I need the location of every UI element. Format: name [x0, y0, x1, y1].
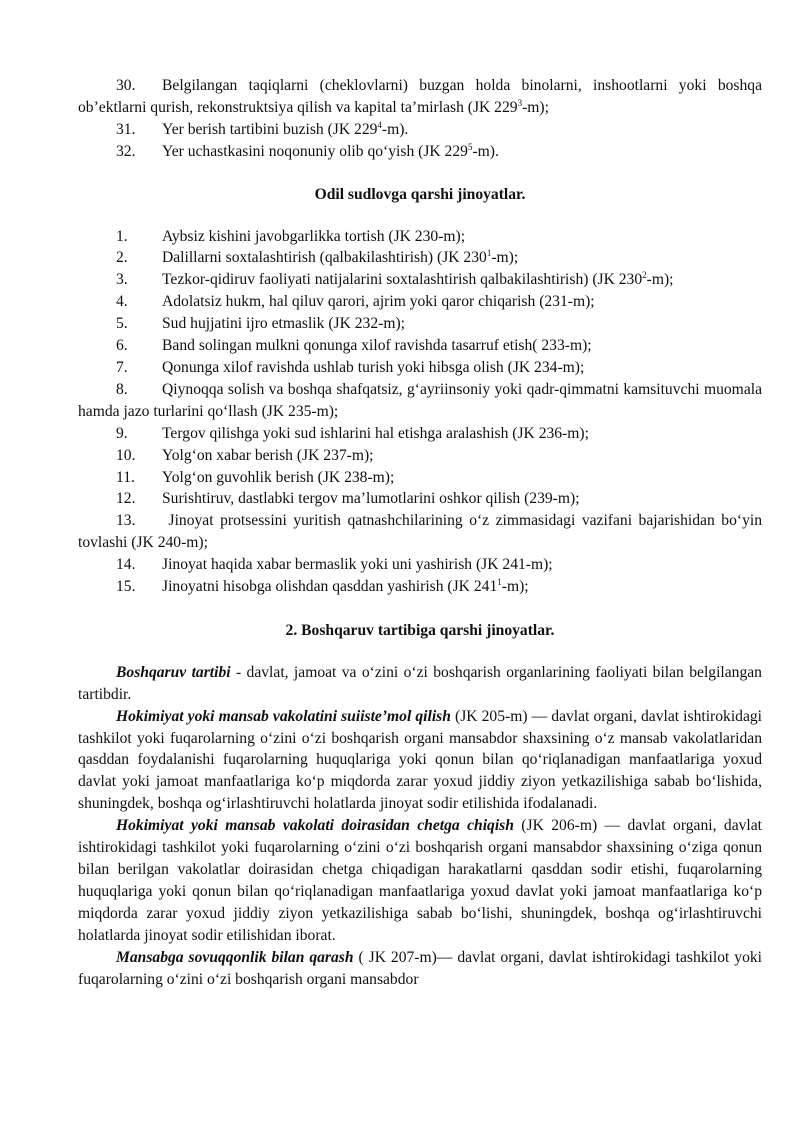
- superscript: 5: [467, 141, 473, 152]
- paragraph: [78, 662, 762, 706]
- list-item-number: 12.: [116, 490, 136, 508]
- list-item-text: Jinoyatni hisobga olishdan qasddan yashirish (JK 241: [162, 578, 498, 596]
- list-item-text: Aybsiz kishini javobgarlikka tortish (JK 230-m);: [162, 227, 466, 245]
- section-heading-governance: 2. Boshqaruv tartibiga qarshi jinoyatlar.: [285, 621, 555, 639]
- list-item: [78, 576, 762, 598]
- list-item-number: 7.: [116, 358, 128, 376]
- list-item-number: 5.: [116, 315, 128, 333]
- list-item-text: Jinoyat haqida xabar bermaslik yoki uni yashirish (JK 241-m);: [162, 556, 553, 574]
- defined-term: [116, 664, 231, 681]
- list-item-text: Yolg‘on guvohlik berish (JK 238-m);: [162, 468, 395, 486]
- list-item-number: 9.: [116, 424, 128, 442]
- list-item-text-end: -m);: [522, 98, 549, 116]
- defined-term-text: Hokimiyat yoki mansab vakolatini suiiste’mol qilish: [116, 707, 451, 725]
- list-item-text-end: -m);: [646, 271, 674, 289]
- list-item: [78, 467, 762, 489]
- list-item: [78, 313, 762, 335]
- list-item-text-end: -m);: [501, 578, 529, 596]
- list-item-number: 4.: [116, 293, 128, 311]
- paragraph: [78, 706, 762, 816]
- list-item-number: 10.: [116, 446, 136, 464]
- defined-term-text: Hokimiyat yoki mansab vakolati doirasidan chetga chiqish: [116, 817, 514, 835]
- list-item-text: Sud hujjatini ijro etmaslik (JK 232-m);: [162, 315, 405, 333]
- superscript: 2: [642, 270, 647, 281]
- list-item-text: Tezkor-qidiruv faoliyati natijalarini soxtalashtirish qalbakilashtirish) (JK 230: [162, 271, 643, 289]
- numbered-list-a: [78, 75, 762, 163]
- paragraph-text: (JK 206-m) — davlat organi, davlat ishtirokidagi tashkilot yoki fuqarolarning o‘zini o‘zi boshqarish organi mansabdor shaxsining o‘ziga qonun bilan berilgan vakolatlar doirasidan chetga chiqadigan harakatlarni qasddan sodir etishi, fuqarolarning huquqlariga yoki qonun bilan qo‘riqlanadigan manfaatlariga yoxud davlat yoki jamoat manfaatlariga ko‘p miqdorda zarar yoxud jiddiy ziyon yetkazilishiga sabab bo‘lishi, shuningdek, boshqa og‘irlashtiruvchi holatlarda jinoyat sodir etilishidan iborat.: [78, 817, 762, 944]
- section-heading-justice: Odil sudlovga qarshi jinoyatlar.: [314, 185, 526, 203]
- list-item-number: 14.: [116, 556, 136, 574]
- list-item-text: Yer berish tartibini buzish (JK 229: [162, 120, 378, 138]
- list-item-text: Surishtiruv, dastlabki tergov ma’lumotlarini oshkor qilish (239-m);: [162, 490, 580, 508]
- superscript: 1: [486, 248, 492, 259]
- paragraph-text: - davlat, jamoat va o‘zini o‘zi boshqarish organlarining faoliyati bilan belgilangan tartibdir.: [78, 663, 762, 703]
- list-item-text: Belgilangan taqiqlarni (cheklovlarni) buzgan holda binolarni, inshootlarni yoki boshqa ob’ektlarni qurish, rekonstruktsiya qilish va kapital ta’mirlash (JK 229: [78, 77, 762, 116]
- list-item: [78, 291, 762, 313]
- list-item: [78, 141, 762, 163]
- list-item-number: 11.: [116, 468, 135, 486]
- defined-term: [116, 949, 354, 966]
- list-item-text-end: -m).: [381, 120, 409, 138]
- list-item-text: Tergov qilishga yoki sud ishlarini hal etishga aralashish (JK 236-m);: [162, 424, 589, 442]
- definition-paragraphs: [78, 662, 762, 991]
- list-item: [78, 423, 762, 445]
- paragraph-text: (JK 205-m) — davlat organi, davlat ishtirokidagi tashkilot yoki fuqarolarning o‘zini o‘zi boshqarish organi mansabdor shaxsining o‘z mansab vakolatlaridan qasddan foydalanishi fuqarolarning huquqlariga yoki qonun bilan qo‘riqlanadigan manfaatlariga yoxud davlat yoki jamoat manfaatlariga ko‘p miqdorda zarar yoxud jiddiy ziyon yetkazilishiga sabab bo‘lishida, shuningdek, boshqa og‘irlashtiruvchi holatlarda jinoyat sodir etilishida ifodalanadi.: [78, 707, 763, 813]
- paragraph-text: ( JK 207-m)— davlat organi, davlat ishtirokidagi tashkilot yoki fuqarolarning o‘zini o‘zi boshqarish organi mansabdor: [78, 948, 762, 988]
- list-item-text: Yer uchastkasini noqonuniy olib qo‘yish (JK 229: [162, 142, 468, 160]
- paragraph: [78, 947, 762, 991]
- superscript: 3: [517, 97, 523, 108]
- superscript: 1: [497, 576, 502, 587]
- list-item: 30. Belgilangan taqiqlarni (cheklovlarni) buzgan holda binolarni, inshootlarni yoki boshqa ob’ektlarni qurish, rekonstruktsiya qilish va kapital ta’mirlash (JK $229^3-m$);: [78, 77, 762, 116]
- list-item-number: 2.: [116, 249, 128, 267]
- list-item: 13. Jinoyat protsessini yuritish qatnashchilarining o‘z zimmasidagi vazifani bajarishidan bo‘yin tovlashi (JK 240-m);: [78, 512, 762, 552]
- list-item: [78, 335, 762, 357]
- list-item: [78, 488, 762, 510]
- defined-term: [116, 708, 451, 725]
- list-item-text: Jinoyat protsessini yuritish qatnashchilarining o‘z zimmasidagi vazifani bajarishidan bo‘yin tovlashi (JK 240-m);: [78, 512, 762, 552]
- list-item-text-end: -m).: [472, 142, 499, 160]
- document-page: [78, 75, 762, 990]
- list-item: 8. Qiynoqqa solish va boshqa shafqatsiz, g‘ayriinsoniy yoki qadr-qimmatni kamsituvchi muomala hamda jazo turlarini qo‘llash (JK 235-m);: [78, 380, 762, 420]
- list-item-text: Yolg‘on xabar berish (JK 237-m);: [162, 446, 374, 464]
- list-item: [78, 119, 762, 141]
- paragraph: [78, 815, 762, 946]
- list-item: [78, 357, 762, 379]
- list-item: [78, 226, 762, 248]
- list-item: [78, 445, 762, 467]
- list-item: [78, 554, 762, 576]
- list-item-text-end: -m);: [491, 249, 519, 267]
- defined-term-text: Mansabga sovuqqonlik bilan qarash: [116, 948, 354, 966]
- numbered-list-b: [78, 226, 762, 598]
- list-item-number: 6.: [116, 337, 128, 355]
- list-item-text: Band solingan mulkni qonunga xilof ravishda tasarruf etish( 233-m);: [162, 337, 592, 355]
- list-item-text: Qiynoqqa solish va boshqa shafqatsiz, g‘ayriinsoniy yoki qadr-qimmatni kamsituvchi muomala hamda jazo turlarini qo‘llash (JK 235-m);: [78, 380, 762, 420]
- superscript: 4: [377, 119, 382, 130]
- list-item: 3. Tezkor-qidiruv faoliyati natijalarini soxtalashtirish qalbakilashtirish) (JK $230^2-m$);: [116, 270, 674, 289]
- list-item-text: Dalillarni soxtalashtirish (qalbakilashtirish) (JK 230: [162, 249, 487, 267]
- list-item-text: Adolatsiz hukm, hal qiluv qarori, ajrim yoki qaror chiqarish (231-m);: [162, 293, 595, 311]
- list-item-number: 32.: [116, 142, 136, 160]
- list-item-number: 1.: [116, 227, 128, 245]
- defined-term: [116, 817, 514, 834]
- list-item: [78, 247, 762, 269]
- defined-term-text: Boshqaruv tartibi: [116, 663, 231, 681]
- list-item-text: Qonunga xilof ravishda ushlab turish yoki hibsga olish (JK 234-m);: [162, 358, 585, 376]
- list-item-number: 31.: [116, 120, 136, 138]
- list-item-number: 15.: [116, 578, 136, 596]
